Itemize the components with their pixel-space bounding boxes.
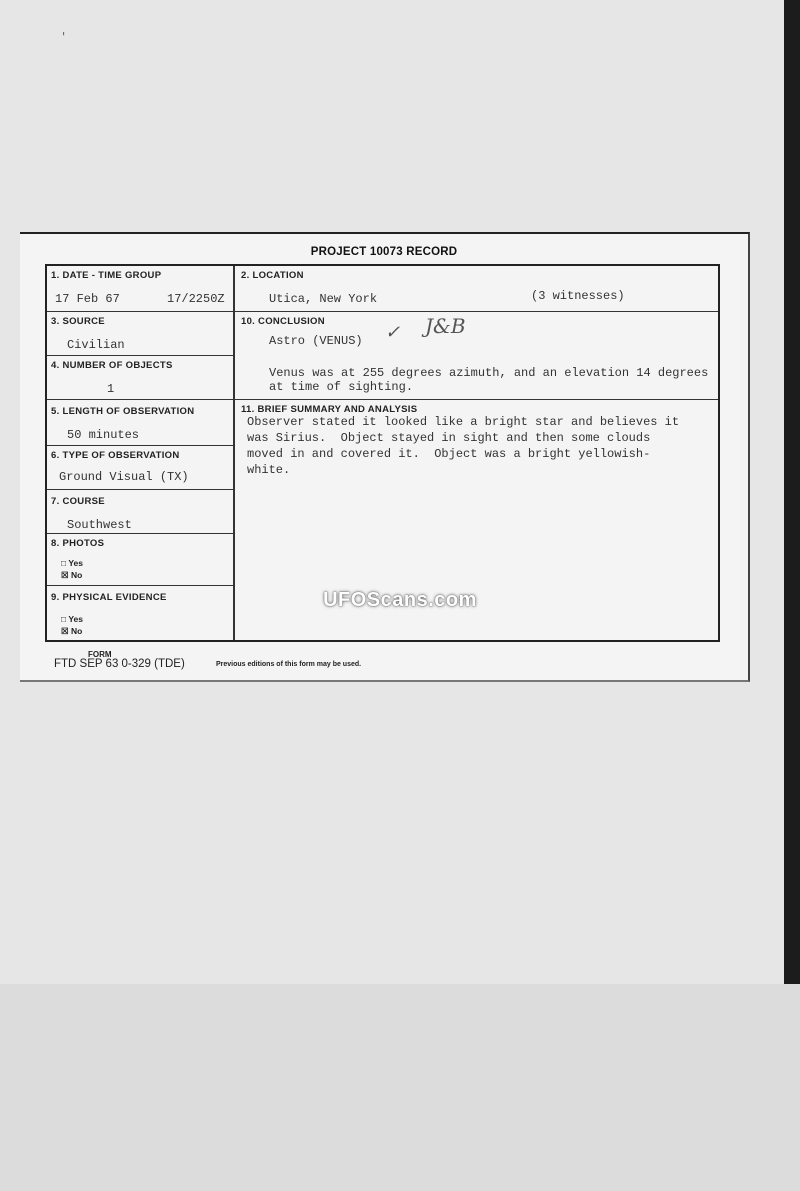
summary-text: Observer stated it looked like a bright star and believes it was Sirius. Object stayed in sight and then some clouds moved in and covered it. Object was a bright yellowish- white. <box>247 415 680 477</box>
objects-value: 1 <box>107 382 115 396</box>
length-label: 5. LENGTH OF OBSERVATION <box>51 406 195 417</box>
photos-label: 8. PHOTOS <box>51 538 105 549</box>
type-cell <box>47 446 235 490</box>
photos-no-option <box>61 570 82 581</box>
photos-cell <box>47 534 235 586</box>
course-cell <box>47 490 235 534</box>
photos-no-checkbox-icon: ☒ <box>61 570 69 580</box>
length-cell <box>47 400 235 446</box>
checkmark-icon: ✓ <box>385 322 401 343</box>
course-value: Southwest <box>67 518 132 532</box>
evidence-yes-option <box>61 614 83 624</box>
source-label: 3. SOURCE <box>51 316 105 327</box>
location-note: (3 witnesses) <box>531 289 625 303</box>
type-value: Ground Visual (TX) <box>59 470 189 484</box>
form-grid <box>45 264 720 642</box>
evidence-no-option <box>61 626 82 637</box>
evidence-yes-checkbox-icon: □ <box>61 614 67 624</box>
footer-form-word: FORM <box>88 650 112 659</box>
evidence-yes-label: Yes <box>68 614 84 624</box>
photos-yes-checkbox-icon: □ <box>61 558 67 568</box>
location-cell <box>235 266 718 312</box>
date-time-cell <box>47 266 235 312</box>
time-value: 17/2250Z <box>167 292 225 306</box>
date-time-label: 1. DATE - TIME GROUP <box>51 270 162 281</box>
evidence-label: 9. PHYSICAL EVIDENCE <box>51 592 167 603</box>
source-value: Civilian <box>67 338 125 352</box>
photos-no-label: No <box>71 570 83 580</box>
evidence-no-checkbox-icon: ☒ <box>61 626 69 636</box>
conclusion-value: Astro (VENUS) <box>269 334 363 348</box>
source-cell <box>47 312 235 356</box>
course-label: 7. COURSE <box>51 496 105 507</box>
handwritten-initials-icon: J&B <box>425 314 466 338</box>
conclusion-detail-line1: Venus was at 255 degrees azimuth, and an elevation 14 degrees <box>269 366 709 380</box>
objects-label: 4. NUMBER OF OBJECTS <box>51 360 173 371</box>
conclusion-cell <box>235 312 718 400</box>
form-note: Previous editions of this form may be used. <box>216 661 362 668</box>
location-value: Utica, New York <box>269 292 378 306</box>
conclusion-detail-line2: at time of sighting. <box>269 380 414 394</box>
summary-label: 11. BRIEF SUMMARY AND ANALYSIS <box>241 404 418 415</box>
conclusion-label: 10. CONCLUSION <box>241 316 325 327</box>
date-value: 17 Feb 67 <box>55 292 120 306</box>
photos-yes-option <box>61 558 83 568</box>
backing-sheet <box>0 984 800 1191</box>
form-title: PROJECT 10073 RECORD <box>310 246 458 258</box>
photos-yes-label: Yes <box>68 558 84 568</box>
corner-mark-icon: ' <box>62 30 66 44</box>
site-watermark: UFOScans.com <box>323 589 477 611</box>
length-value: 50 minutes <box>67 428 140 442</box>
type-label: 6. TYPE OF OBSERVATION <box>51 450 180 461</box>
objects-cell <box>47 356 235 400</box>
evidence-no-label: No <box>71 626 83 636</box>
form-id: FTD SEP 63 0-329 (TDE) <box>54 658 185 670</box>
location-label: 2. LOCATION <box>241 270 304 281</box>
project-record-form <box>20 232 750 682</box>
